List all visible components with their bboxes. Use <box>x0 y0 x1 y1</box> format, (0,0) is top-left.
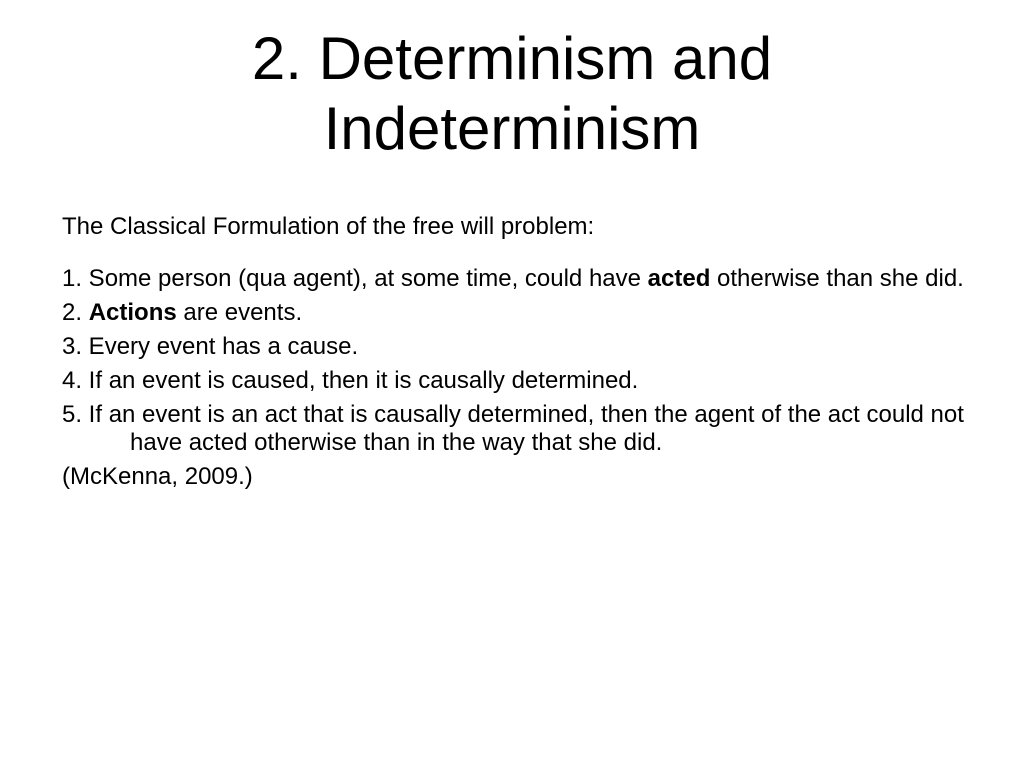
premise-5: 5. If an event is an act that is causally determined, then the agent of the act could not have acted otherwise than in the way that she did. <box>62 401 964 456</box>
slide-title-line-2: Indeterminism <box>323 95 701 162</box>
citation: (McKenna, 2009.) <box>62 463 253 490</box>
intro-text: The Classical Formulation of the free will problem: <box>62 213 595 240</box>
slide-title-line-1: 2. Determinism and <box>251 25 773 92</box>
premise-2-before: 2. <box>62 299 89 326</box>
premise-1-bold: acted <box>647 265 711 292</box>
slide-body <box>62 213 972 491</box>
premise-2 <box>62 299 972 327</box>
premise-2-bold: Actions <box>88 299 177 326</box>
premise-2-after: are events. <box>176 299 303 326</box>
premise-1-before: 1. Some person (qua agent), at some time, could have <box>62 265 648 292</box>
premise-1-after: otherwise than she did. <box>710 265 964 292</box>
premise-4: 4. If an event is caused, then it is causally determined. <box>62 367 639 394</box>
premise-1 <box>62 265 972 293</box>
premise-3: 3. Every event has a cause. <box>62 333 359 360</box>
slide-title <box>0 24 1024 164</box>
